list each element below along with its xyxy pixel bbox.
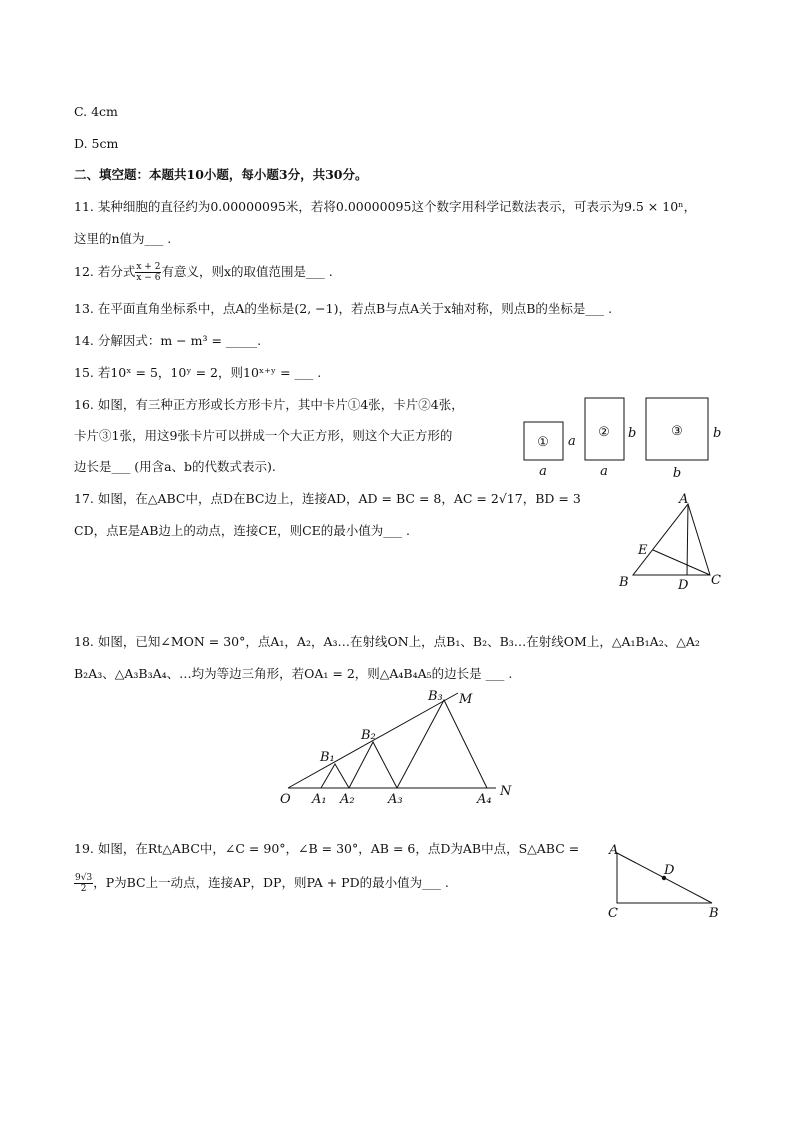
option-c: C. 4cm bbox=[74, 104, 118, 119]
question-11-line-1: 11. 某种细胞的直径约为0.00000095米，若将0.00000095这个数字用科学记数法表示，可表示为9.5 × 10ⁿ， bbox=[74, 199, 697, 214]
question-12-suffix: 有意义，则x的取值范围是___ . bbox=[161, 264, 333, 279]
label-a1: A₁ bbox=[312, 792, 327, 807]
fraction-numerator: 9√3 bbox=[75, 873, 93, 883]
card-2-label: ② bbox=[598, 425, 610, 440]
label-a4: A₄ bbox=[477, 792, 492, 807]
question-15: 15. 若10ˣ = 5，10ʸ = 2，则10ˣ⁺ʸ = ___ . bbox=[74, 365, 322, 380]
segment-ce bbox=[653, 550, 710, 575]
fraction bbox=[135, 262, 161, 283]
card-3-bottom-label: b bbox=[672, 466, 682, 480]
label-b3: B₃ bbox=[428, 689, 443, 704]
question-17-line-1: 17. 如图，在△ABC中，点D在BC边上，连接AD，AD = BC = 8，AC = 2√17，BD = 3 bbox=[74, 491, 581, 506]
label-a: A bbox=[679, 492, 689, 507]
question-18-line-2: B₂A₃、△A₃B₃A₄、…均为等边三角形，若OA₁ = 2，则△A₄B₄A₅的边长是 ___ . bbox=[74, 666, 513, 681]
question-17-line-2: CD，点E是AB边上的动点，连接CE，则CE的最小值为___ . bbox=[74, 523, 410, 538]
label-a2: A₂ bbox=[340, 792, 355, 807]
question-12 bbox=[74, 262, 333, 283]
label-b2: B₂ bbox=[361, 728, 376, 743]
fraction-denominator: x − 6 bbox=[136, 273, 161, 283]
label-d: D bbox=[678, 578, 689, 593]
equilateral-chain-figure bbox=[276, 683, 524, 809]
card-2-side-label: b bbox=[628, 426, 637, 441]
question-19-suffix: ，P为BC上一动点，连接AP，DP，则PA + PD的最小值为___ . bbox=[93, 875, 449, 890]
question-16-line-1: 16. 如图，有三种正方形或长方形卡片，其中卡片①4张，卡片②4张， bbox=[74, 397, 464, 412]
fraction-denominator: 2 bbox=[80, 884, 87, 894]
label-a3: A₃ bbox=[388, 792, 403, 807]
question-14: 14. 分解因式：m − m³ = _____. bbox=[74, 333, 262, 348]
fraction-numerator: x + 2 bbox=[136, 262, 161, 272]
fraction bbox=[74, 873, 93, 894]
label-n: N bbox=[500, 784, 512, 799]
card-1-side-label: a bbox=[568, 434, 576, 449]
label-a: A bbox=[609, 843, 619, 858]
question-19-line-2 bbox=[74, 873, 449, 894]
label-b: B bbox=[619, 575, 629, 590]
cards-figure bbox=[518, 392, 728, 480]
right-triangle-19-figure bbox=[600, 836, 730, 926]
card-1-label: ① bbox=[537, 435, 549, 450]
card-1-bottom-label: a bbox=[539, 464, 547, 479]
triangle-a2b2a3 bbox=[349, 742, 397, 788]
card-2-bottom-label: a bbox=[600, 464, 608, 479]
question-13: 13. 在平面直角坐标系中，点A的坐标是(2, −1)，若点B与点A关于x轴对称，则点B的坐标是___ . bbox=[74, 301, 613, 316]
question-16-line-2: 卡片③1张，用这9张卡片可以拼成一个大正方形，则这个大正方形的 bbox=[74, 428, 453, 443]
label-b1: B₁ bbox=[320, 750, 335, 765]
label-m: M bbox=[459, 692, 473, 707]
question-18-line-1: 18. 如图，已知∠MON = 30°，点A₁，A₂，A₃…在射线ON上，点B₁、B₂、B₃…在射线OM上，△A₁B₁A₂、△A₂ bbox=[74, 634, 700, 649]
label-c: C bbox=[711, 573, 721, 588]
label-b: B bbox=[709, 906, 719, 921]
card-3-label: ③ bbox=[671, 424, 683, 439]
option-d: D. 5cm bbox=[74, 136, 119, 151]
label-c: C bbox=[608, 906, 618, 921]
segment-ad bbox=[687, 504, 688, 575]
section-heading: 二、填空题：本题共10小题，每小题3分，共30分。 bbox=[74, 167, 368, 182]
triangle-abc bbox=[633, 504, 710, 575]
label-e: E bbox=[638, 543, 648, 558]
question-16-line-3: 边长是___ (用含a、b的代数式表示). bbox=[74, 459, 276, 474]
card-3-side-label: b bbox=[713, 426, 722, 441]
label-o: O bbox=[280, 792, 291, 807]
question-11-line-2: 这里的n值为___ . bbox=[74, 231, 172, 246]
triangle-17-figure bbox=[610, 486, 730, 594]
label-d: D bbox=[664, 863, 675, 878]
question-12-prefix: 12. 若分式 bbox=[74, 264, 136, 279]
question-19-line-1: 19. 如图，在Rt△ABC中，∠C = 90°，∠B = 30°，AB = 6，点D为AB中点，S△ABC = bbox=[74, 841, 580, 856]
triangle-a3b3a4 bbox=[397, 700, 487, 788]
